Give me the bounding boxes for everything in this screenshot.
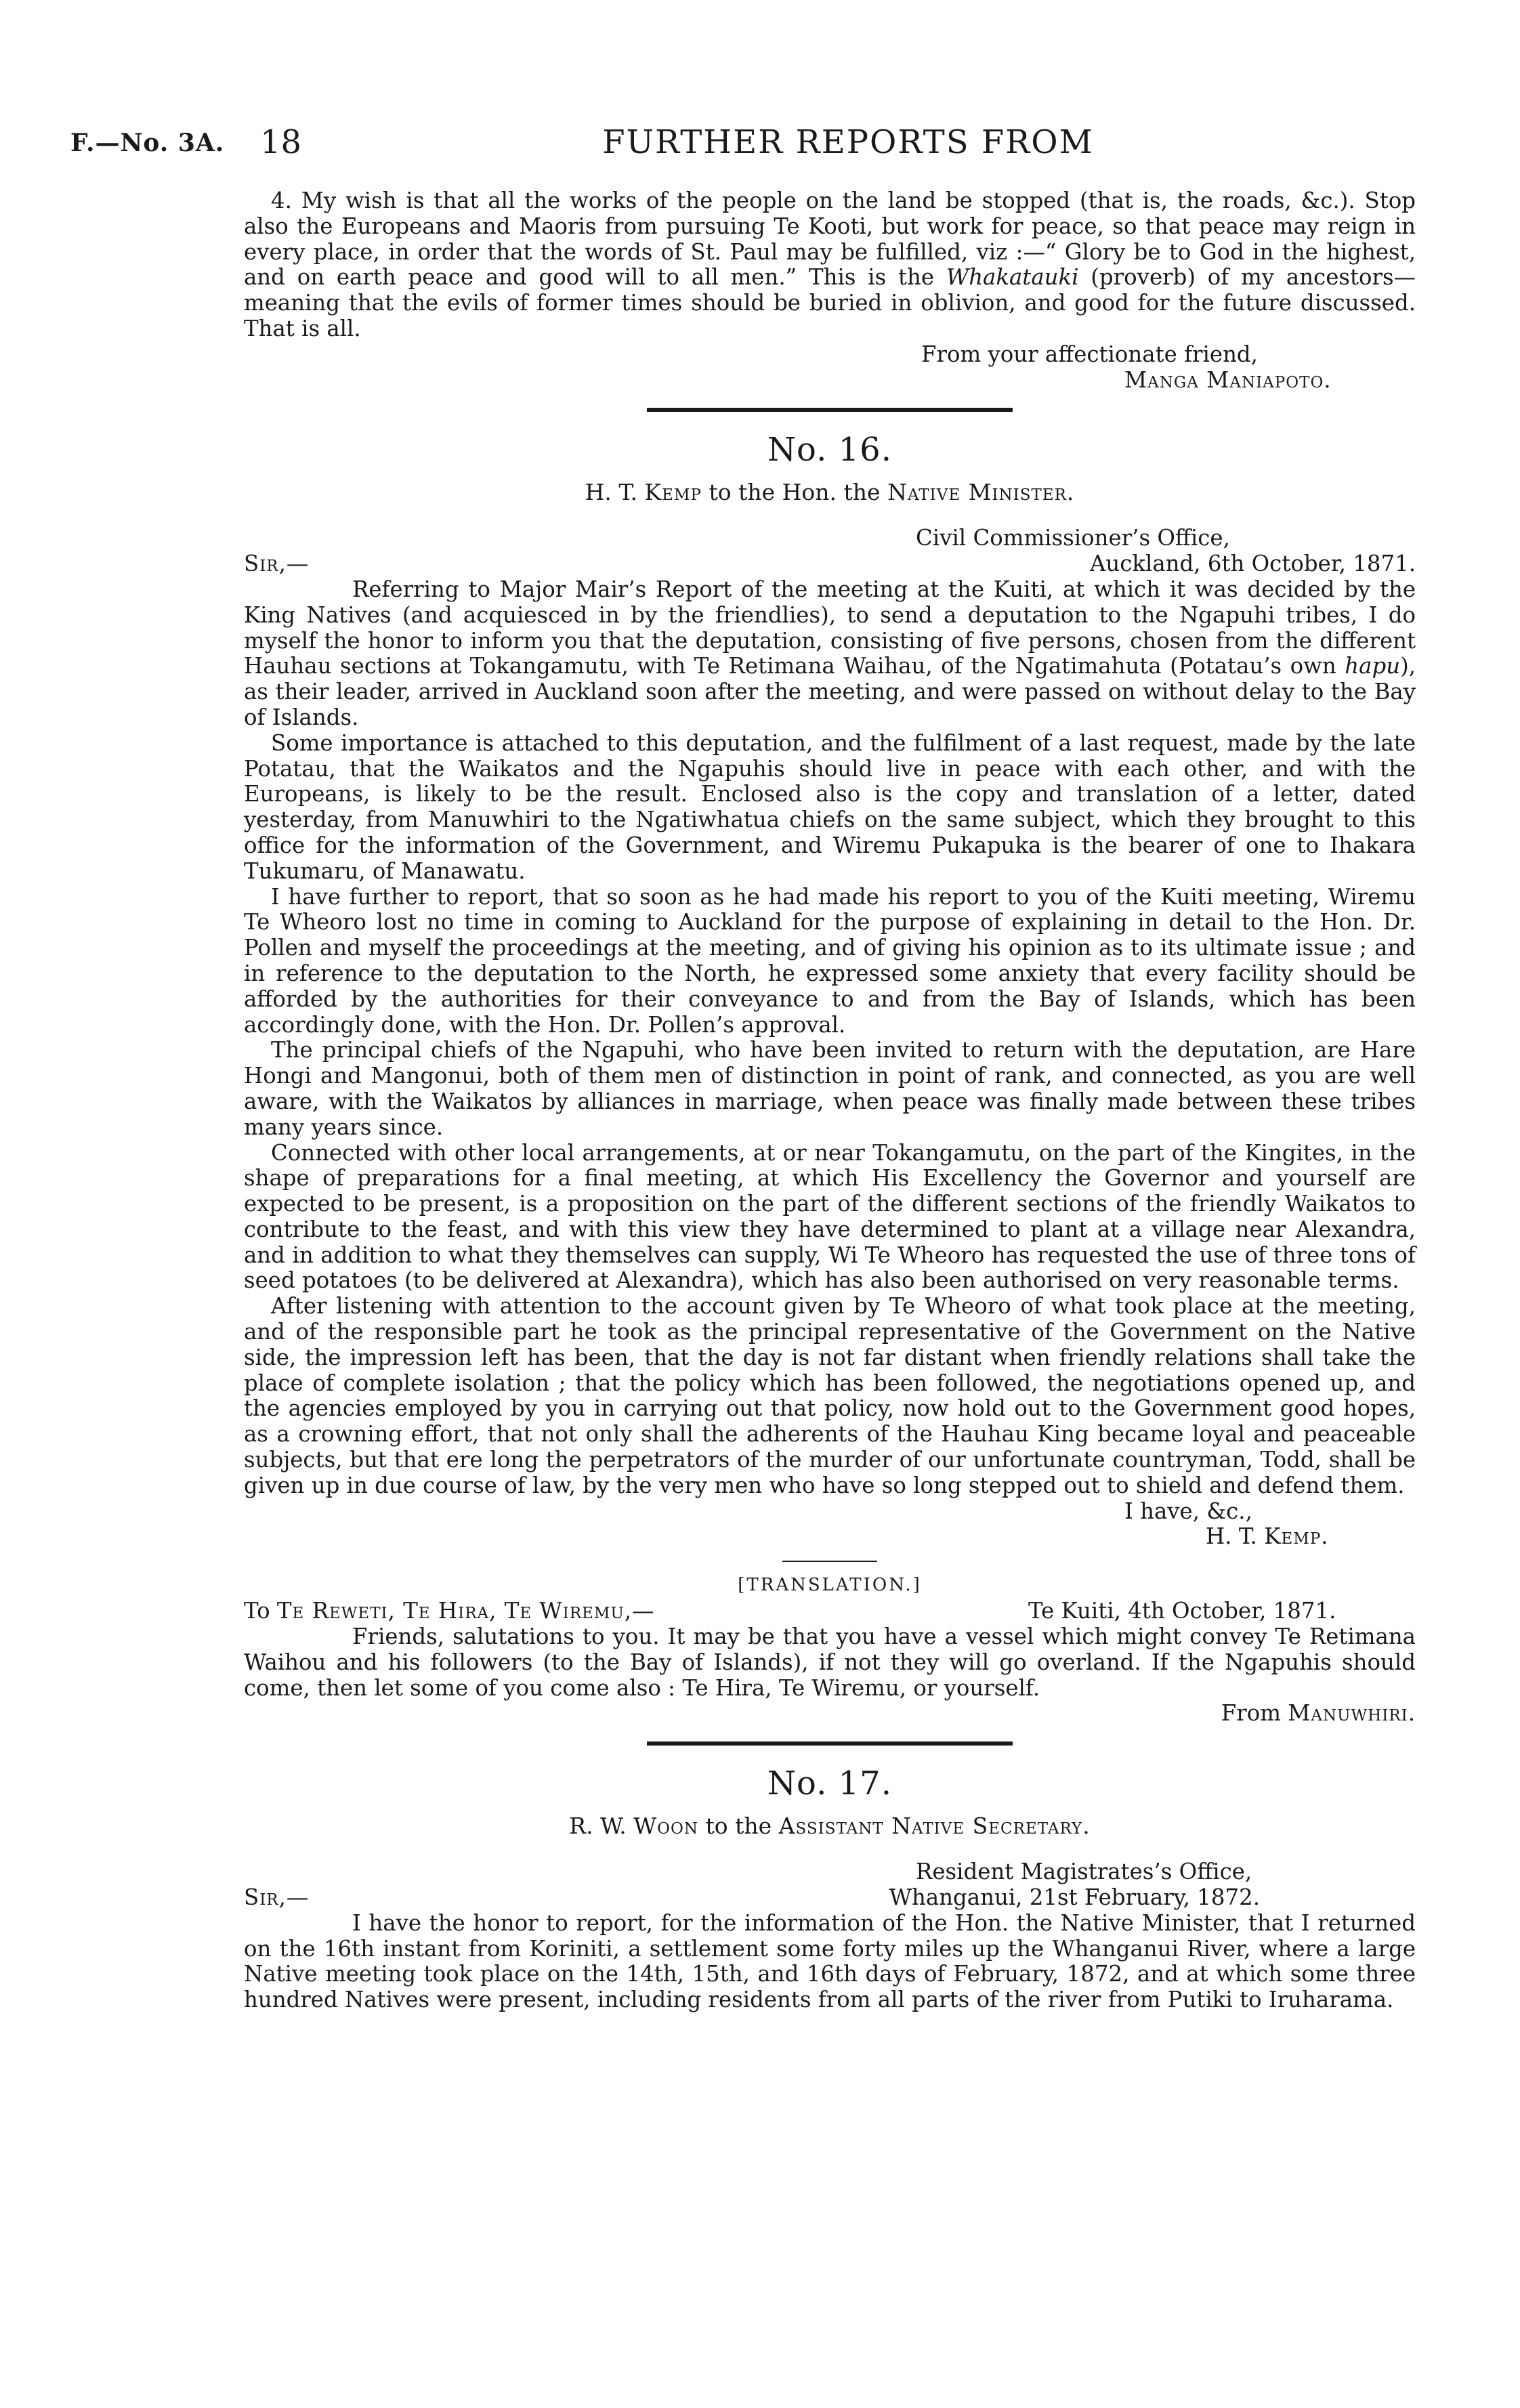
translation-label: [TRANSLATION.] xyxy=(738,1575,922,1596)
paragraph: The principal chiefs of the Ngapuhi, who have been invited to return with the deputation, are Hare Hongi and Mangonui, both of them men of distinction in point of rank, and connected, as you are well aware, with the Waikatos by alliances in marriage, when peace was finally made between these tribes many years since. xyxy=(244,1037,1416,1140)
section-no-16 xyxy=(244,429,1416,1550)
italic-term: Whakatauki xyxy=(946,264,1079,291)
paragraph: 4. My wish is that all the works of the people on the land be stopped (that is, the roads, &c.). Stop also the Europeans and Maoris from pursuing Te Kooti, but work for peace, so that peace may reign in every place, in order that the words of St. Paul may be fulfilled, viz :—“ Glory be to God in the highest, and on earth peace and good will to all men.” This is the Whakatauki (proverb) of my ancestors—meaning that the evils of former times should be buried in oblivion, and good for the future discussed. That is all. xyxy=(244,188,1416,341)
address-line xyxy=(244,1599,1416,1624)
closing: I have, &c., xyxy=(1124,1498,1252,1524)
signature: H. T. Kemp. xyxy=(1206,1523,1329,1550)
dateline: Auckland, 6th October, 1871. xyxy=(1089,550,1416,576)
italic-term: hapu xyxy=(1345,653,1401,679)
paragraph: Connected with other local arrangements, at or near Tokangamutu, on the part of the Kingites, in the shape of preparations for a final meeting, at which His Excellency the Governor and yourself are expected to be present, is a proposition on the part of the different sections of the friendly Waikatos to contribute to the feast, and with this view they have determined to plant at a village near Alexandra, and in addition to what they themselves can supply, Wi Te Wheoro has requested the use of three tons of seed potatoes (to be delivered at Alexandra), which has also been authorised on very reasonable terms. xyxy=(244,1139,1416,1294)
page-header xyxy=(70,123,1425,171)
office-line: Resident Magistrates’s Office, xyxy=(916,1859,1252,1885)
salutation: Sir,— xyxy=(244,550,310,576)
short-divider xyxy=(782,1561,877,1562)
closing: From your affectionate friend, xyxy=(921,341,1258,367)
letter-conclusion xyxy=(244,188,1416,393)
running-title: FURTHER REPORTS FROM xyxy=(602,123,1094,161)
section-no-17 xyxy=(244,1763,1416,2013)
section-subtitle: H. T. Kemp to the Hon. the Native Minister. xyxy=(585,479,1075,506)
section-subtitle: R. W. Woon to the Assistant Native Secretary. xyxy=(569,1813,1091,1840)
paragraph: After listening with attention to the account given by Te Wheoro of what took place at the meeting, and of the responsible part he took as the principal representative of the Government on the Native side, the impression left has been, that the day is not far distant when friendly relations shall take the place of complete isolation ; that the policy which has been followed, the negotiations opened up, and the agencies employed by you in carrying out that policy, now hold out to the Government good hopes, as a crowning effort, that not only shall the adherents of the Hauhau King became loyal and peaceable subjects, but that ere long the perpetrators of the murder of our unfortunate countryman, Todd, shall be given up in due course of law, by the very men who have so long stepped out to shield and defend them. xyxy=(244,1293,1416,1498)
office-line: Civil Commissioner’s Office, xyxy=(916,525,1230,551)
section-divider xyxy=(647,408,1013,412)
signature: From Manuwhiri. xyxy=(1221,1700,1416,1727)
paragraph: Referring to Major Mair’s Report of the meeting at the Kuiti, at which it was decided by the King Natives (and acquiesced in by the friendlies), to send a deputation to the Ngapuhi tribes, I do myself the honor to inform you that the deputation, consisting of five persons, chosen from the different Hauhau sections at Tokangamutu, with Te Retimana Waihau, of the Ngatimahuta (Potatau’s own hapu), as their leader, arrived in Auckland soon after the meeting, and were passed on without delay to the Bay of Islands. xyxy=(244,576,1416,730)
signature: Manga Maniapoto. xyxy=(1124,366,1332,393)
salutation-line xyxy=(244,1885,1416,1911)
document-body xyxy=(244,188,1416,2013)
dateline: Te Kuiti, 4th October, 1871. xyxy=(1028,1598,1336,1624)
salutation: Sir,— xyxy=(244,1884,310,1910)
paragraph: I have the honor to report, for the information of the Hon. the Native Minister, that I returned on the 16th instant from Koriniti, a settlement some forty miles up the Whanganui River, where a large Native meeting took place on the 14th, 15th, and 16th days of February, 1872, and at which some three hundred Natives were present, including residents from all parts of the river from Putiki to Iruharama. xyxy=(244,1909,1416,2013)
section-title: No. 17. xyxy=(767,1765,892,1803)
page-number: 18 xyxy=(260,123,302,161)
paragraph: Friends, salutations to you. It may be that you have a vessel which might convey Te Retimana Waihou and his followers (to the Bay of Islands), if not they will go overland. If the Ngapuhis should come, then let some of you come also : Te Hira, Te Wiremu, or yourself. xyxy=(244,1624,1416,1701)
section-title: No. 16. xyxy=(767,431,892,469)
paragraph: Some importance is attached to this deputation, and the fulfilment of a last request, made by the late Potatau, that the Waikatos and the Ngapuhis should live in peace with each other, and with the Europeans, is likely to be the result. Enclosed also is the copy and translation of a letter, dated yesterday, from Manuwhiri to the Ngatiwhatua chiefs on the same subject, which they brought to this office for the information of the Government, and Wiremu Pukapuka is the bearer of one to Ihakara Tukumaru, of Manawatu. xyxy=(244,730,1416,884)
section-divider xyxy=(647,1741,1013,1746)
salutation-line xyxy=(244,551,1416,577)
translation-section xyxy=(244,1573,1416,1727)
paragraph: I have further to report, that so soon as he had made his report to you of the Kuiti meeting, Wiremu Te Wheoro lost no time in coming to Auckland for the purpose of explaining in detail to the Hon. Dr. Pollen and myself the proceedings at the meeting, and of giving his opinion as to its ultimate issue ; and in reference to the deputation to the North, he expressed some anxiety that every facility should be afforded by the authorities for their conveyance to and from the Bay of Islands, which has been accordingly done, with the Hon. Dr. Pollen’s approval. xyxy=(244,883,1416,1038)
dateline: Whanganui, 21st February, 1872. xyxy=(889,1884,1260,1910)
document-reference: F.—No. 3A. xyxy=(70,129,225,157)
addressees: To Te Reweti, Te Hira, Te Wiremu,— xyxy=(244,1598,655,1624)
